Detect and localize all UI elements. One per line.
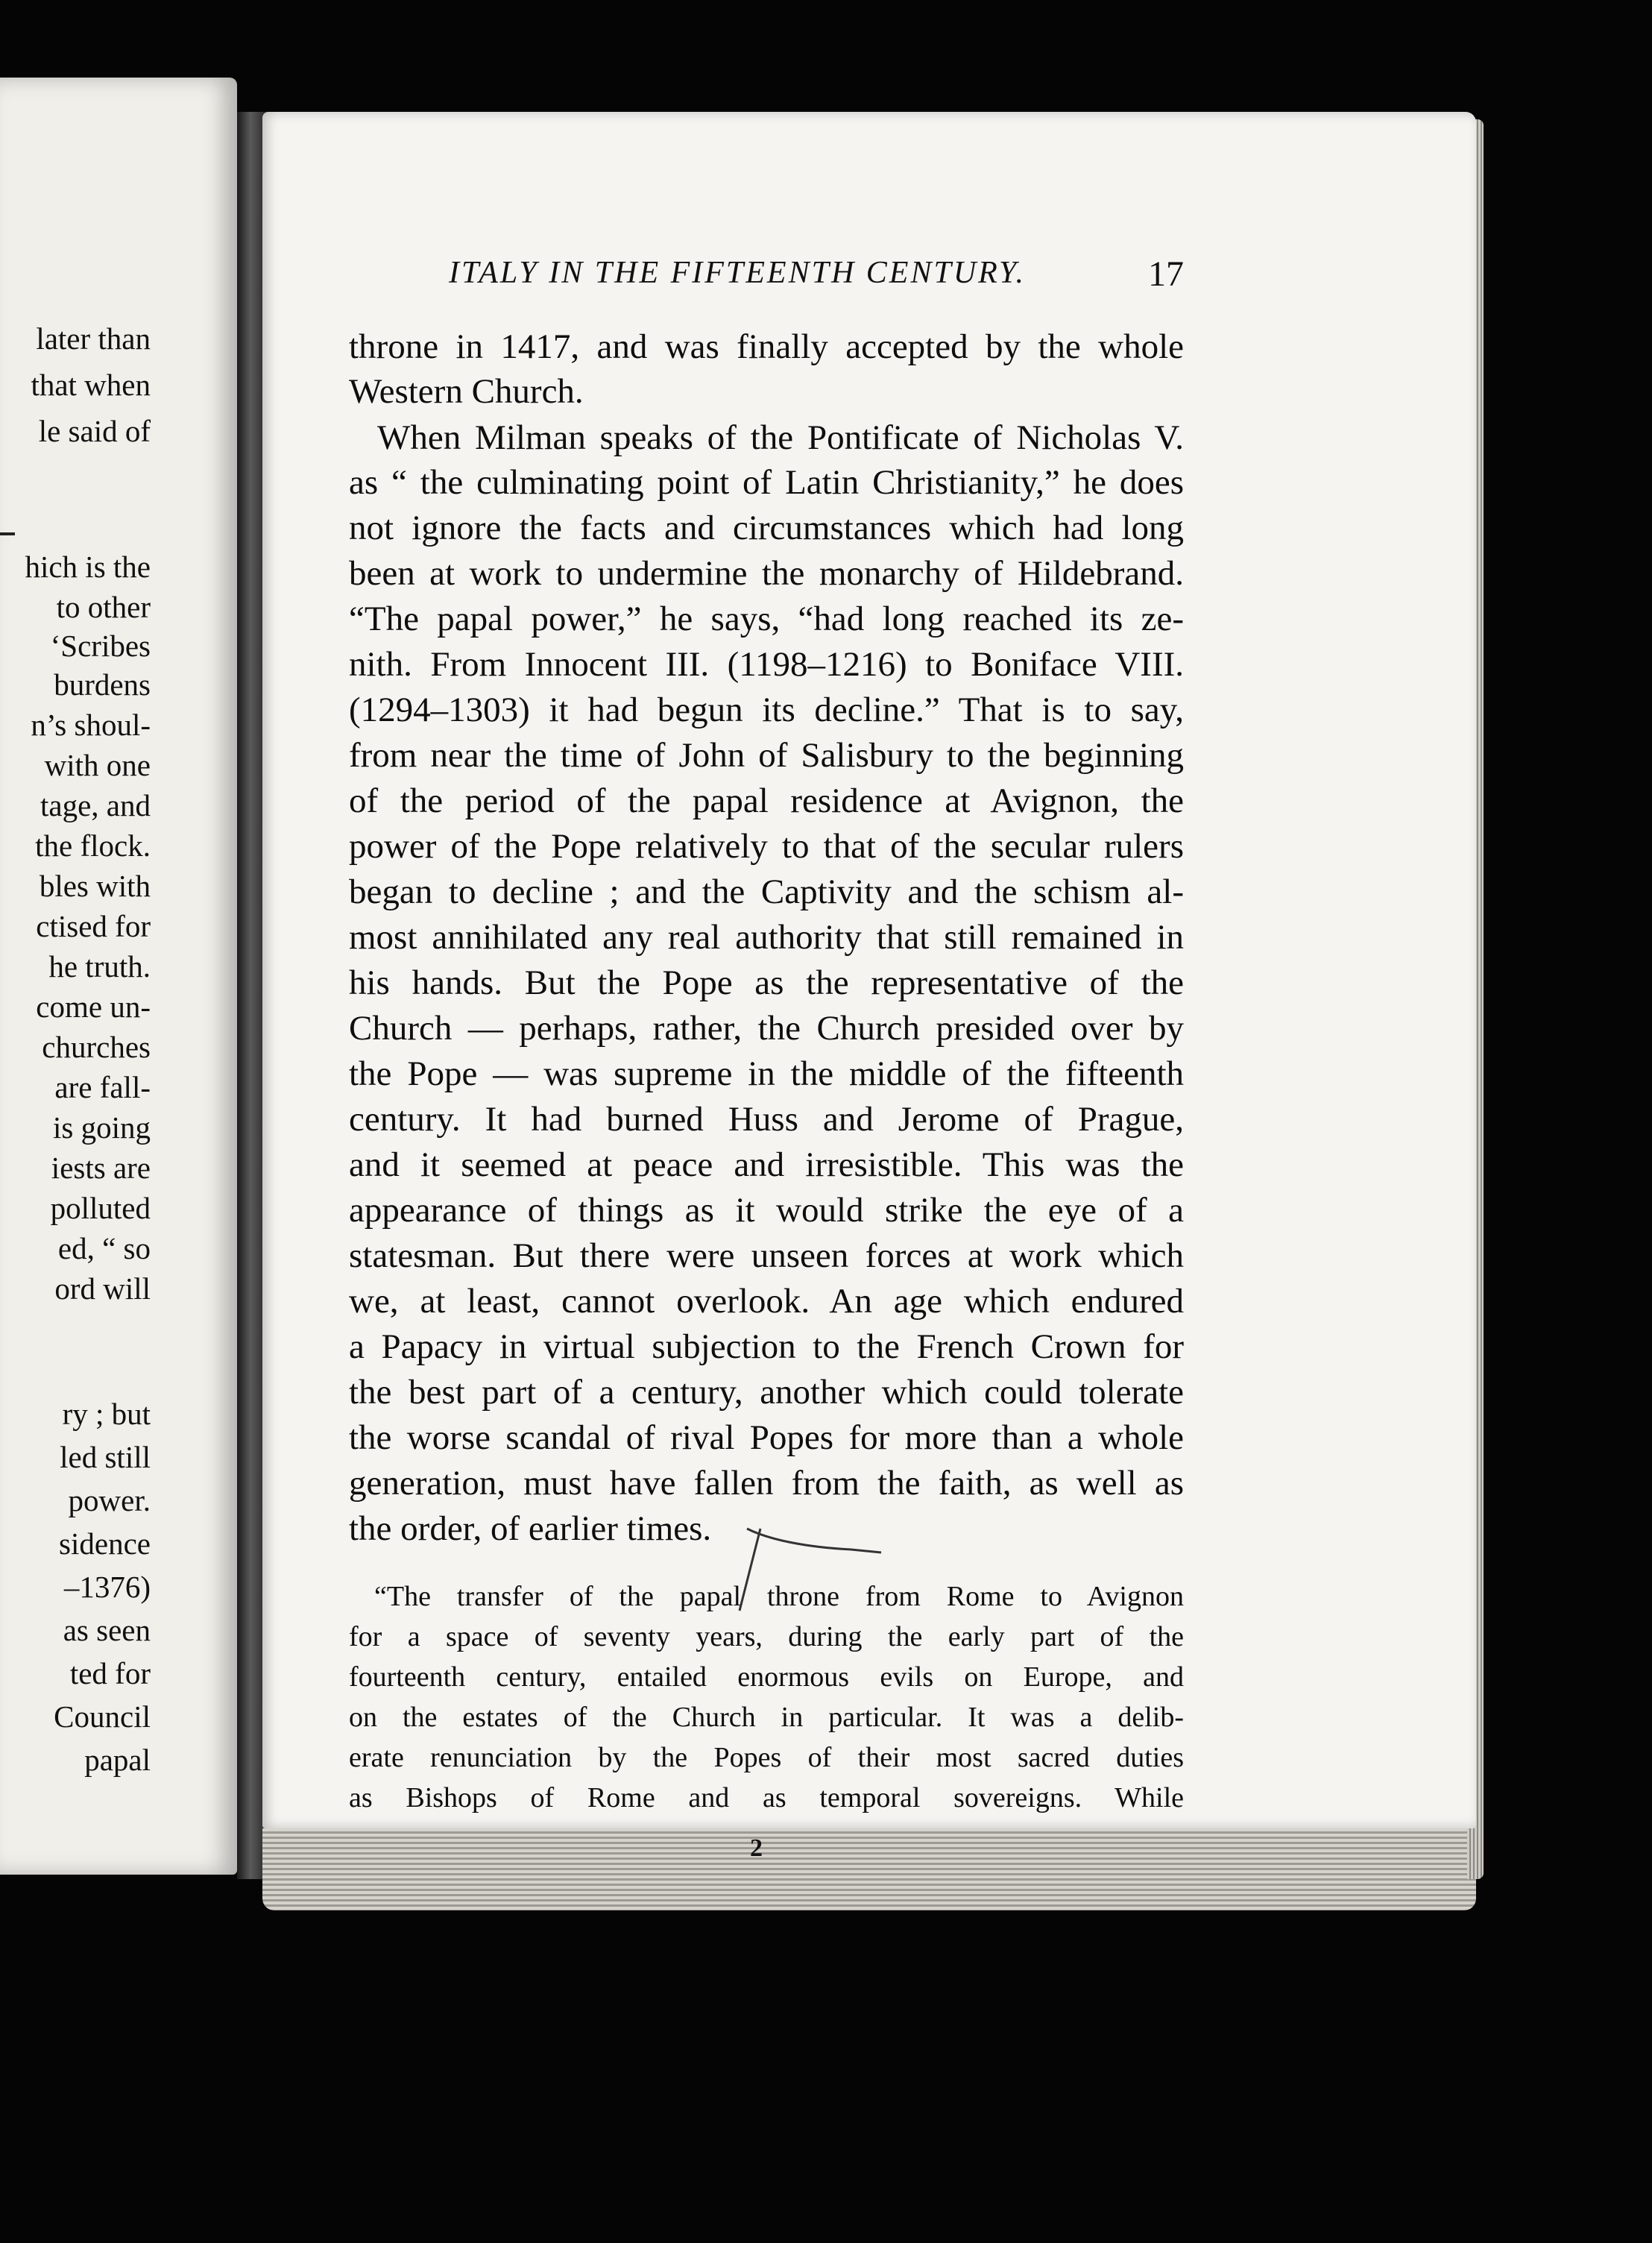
body-line: the Pope — was supreme in the middle of the fifteenth: [349, 1054, 1184, 1093]
running-head: ITALY IN THE FIFTEENTH CENTURY.: [449, 256, 1027, 290]
body-line: the best part of a century, another which could tolerate: [349, 1373, 1184, 1412]
left-page-line: ed, “ so: [57, 1231, 151, 1265]
body-line: (1294–1303) it had begun its decline.” That is to say,: [349, 690, 1184, 729]
footnote-line: “The transfer of the papal throne from Rome to Avignon: [374, 1581, 1184, 1612]
ink-mark: [0, 532, 15, 535]
left-page-line: is going: [53, 1110, 151, 1145]
left-page-line: papal: [84, 1743, 151, 1777]
left-page-line: come un-: [36, 990, 151, 1024]
footnote-line: as Bishops of Rome and as temporal sovereigns. While: [349, 1782, 1184, 1813]
right-page: [262, 112, 1476, 1862]
body-line: as “ the culminating point of Latin Christianity,” he does: [349, 463, 1184, 502]
body-line: Western Church.: [349, 372, 584, 411]
left-page-line: to other: [56, 590, 151, 624]
body-line: the worse scandal of rival Popes for more than a whole: [349, 1418, 1184, 1457]
body-line: the order, of earlier times.: [349, 1509, 712, 1548]
footnote-line: fourteenth century, entailed enormous evils on Europe, and: [349, 1661, 1184, 1693]
body-line: power of the Pope relatively to that of the secular rulers: [349, 827, 1184, 866]
body-line: a Papacy in virtual subjection to the French Crown for: [349, 1327, 1184, 1366]
body-line: throne in 1417, and was finally accepted by the whole: [349, 327, 1184, 366]
body-line: statesman. But there were unseen forces at work which: [349, 1236, 1184, 1275]
body-line: began to decline ; and the Captivity and the schism al-: [349, 872, 1184, 911]
left-page-line: churches: [42, 1030, 151, 1064]
left-page-line: power.: [68, 1483, 151, 1517]
left-page-line: burdens: [54, 667, 151, 702]
left-page-line: with one: [44, 748, 151, 782]
left-facing-page: [0, 78, 237, 1875]
page-number: 17: [1148, 254, 1184, 294]
body-line: appearance of things as it would strike the eye of a: [349, 1191, 1184, 1230]
left-page-line: sidence: [59, 1526, 151, 1561]
body-line: “The papal power,” he says, “had long reached its ze-: [349, 600, 1184, 638]
body-line: When Milman speaks of the Pontificate of Nicholas V.: [377, 418, 1184, 457]
left-page-line: later than: [36, 321, 151, 356]
footnote-line: erate renunciation by the Popes of their most sacred duties: [349, 1742, 1184, 1773]
left-page-line: ted for: [69, 1656, 151, 1690]
body-line: Church — perhaps, rather, the Church presided over by: [349, 1009, 1184, 1048]
left-page-line: ry ; but: [62, 1397, 151, 1431]
left-page-line: bles with: [39, 869, 151, 903]
left-page-line: the flock.: [35, 828, 151, 863]
body-line: of the period of the papal residence at Avignon, the: [349, 781, 1184, 820]
body-line: not ignore the facts and circumstances which had long: [349, 509, 1184, 547]
body-line: generation, must have fallen from the faith, as well as: [349, 1464, 1184, 1503]
body-line: been at work to undermine the monarchy of Hildebrand.: [349, 554, 1184, 593]
left-page-line: ord will: [54, 1271, 151, 1306]
left-page-line: iests are: [51, 1151, 151, 1185]
body-line: most annihilated any real authority that still remained in: [349, 918, 1184, 957]
left-page-line: hich is the: [25, 550, 151, 584]
page-edges-bottom: [262, 1828, 1476, 1910]
left-page-line: ctised for: [36, 909, 151, 943]
left-page-line: as seen: [63, 1613, 151, 1647]
body-line: from near the time of John of Salisbury to the beginning: [349, 736, 1184, 775]
left-page-line: Council: [54, 1699, 151, 1734]
left-page-line: n’s shoul-: [31, 708, 151, 742]
left-page-line: tage, and: [40, 788, 151, 822]
left-page-line: that when: [31, 368, 151, 402]
footnote-line: for a space of seventy years, during the early part of the: [349, 1621, 1184, 1652]
body-line: we, at least, cannot overlook. An age which endured: [349, 1282, 1184, 1321]
left-page-line: ‘Scribes: [50, 629, 151, 663]
body-line: nith. From Innocent III. (1198–1216) to Boniface VIII.: [349, 645, 1184, 684]
left-page-line: polluted: [50, 1191, 151, 1225]
footnote-line: on the estates of the Church in particular. It was a delib-: [349, 1702, 1184, 1733]
left-page-line: he truth.: [48, 949, 151, 984]
left-page-line: le said of: [38, 414, 151, 448]
body-line: and it seemed at peace and irresistible. This was the: [349, 1145, 1184, 1184]
signature-mark: 2: [750, 1834, 763, 1862]
body-line: his hands. But the Pope as the representative of the: [349, 963, 1184, 1002]
left-page-line: are fall-: [54, 1070, 151, 1104]
left-page-line: led still: [60, 1440, 151, 1474]
left-page-line: –1376): [63, 1570, 151, 1604]
body-line: century. It had burned Huss and Jerome of Prague,: [349, 1100, 1184, 1139]
